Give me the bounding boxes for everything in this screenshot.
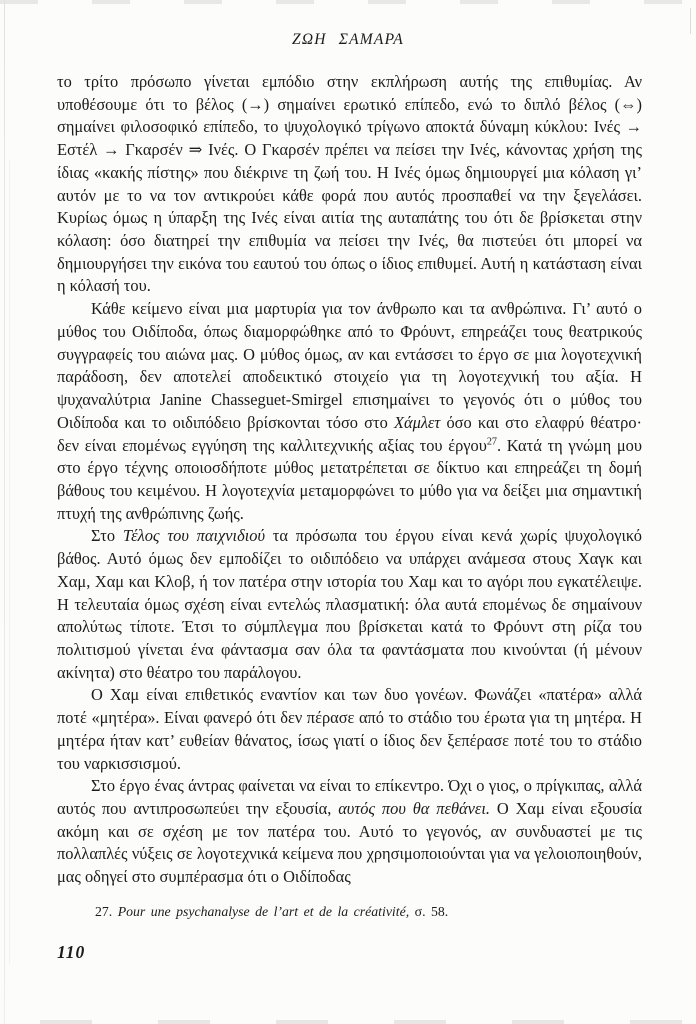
paragraph: το τρίτο πρόσωπο γίνεται εμπόδιο στην εκπλήρωση αυτής της επιθυμίας. Αν υποθέσουμε ότι το βέλος (→) σημαίνει ερωτικό επίπεδο, ενώ το διπλό βέλος (⇔) σημαίνει φιλοσοφικό επίπεδο, το ψυχολογικό τρίγωνο αποκτά δύναμη κύκλου: Ινές → Εστέλ → Γκαρσέν ⇒ Ινές. Ο Γκαρσέν πρέπει να πείσει την Ινές, κάνοντας χρήση της ίδιας «κακής πίστης» που διέκρινε τη ζωή του. Η Ινές όμως δημιουργεί μια κόλαση γι’ αυτόν με το να τον αντικρούει κάθε φορά που αυτός προσπαθεί να την ξεγελάσει. Κυρίως όμως η ύπαρξη της Ινές είναι αιτία της αυταπάτης του ότι δε βρίσκεται στην κόλαση: όσο διατηρεί την επιθυμία να πείσει την Ινές, θα πιστεύει ότι μπορεί να δημιουργήσει την εικόνα του εαυτού του όπως ο ίδιος επιθυμεί. Αυτή η κατάσταση είναι η κόλασή του. [57, 72, 642, 296]
page-body-text [57, 71, 642, 889]
paragraph: Στο έργο ένας άντρας φαίνεται να είναι το επίκεντρο. Όχι ο γιος, ο πρίγκιπας, αλλά αυτός που αντιπροσωπεύει την εξουσία, αυτός που θα πεθάνει. Ο Χαμ είναι εξουσία ακόμη και σε σχέση με τον πατέρα του. Αυτό το γεγονός, αν συνδυαστεί με τις πολλαπλές νύξεις σε λογοτεχνικά κείμενα που χρησιμοποιούνται για να γελοιοποιηθούν, μας οδηγεί στο συμπέρασμα ότι ο Οιδίποδας [57, 776, 642, 887]
running-header: ΖΩΗ ΣΑΜΑΡΑ [292, 31, 404, 48]
paragraph: Ο Χαμ είναι επιθετικός εναντίον και των δυο γονέων. Φωνάζει «πατέρα» αλλά ποτέ «μητέρα». Είναι φανερό ότι δεν πέρασε από το στάδιο του έρωτα για τη μητέρα. Η μητέρα ήταν κατ’ ευθείαν θάνατος, ίσως γιατί ο ίδιος δεν ξεπέρασε ποτέ του το στάδιο του ναρκισσισμού. [57, 685, 642, 773]
footnote: 27. Pour une psychanalyse de l’art et de la créativité, σ. 58. [95, 904, 449, 919]
paragraph: Κάθε κείμενο είναι μια μαρτυρία για τον άνθρωπο και τα ανθρώπινα. Γι’ αυτό ο μύθος του Οιδίποδα, όπως διαμορφώθηκε από το Φρόυντ, επηρεάζει τους θεατρικούς συγγραφείς του αιώνα μας. Ο μύθος όμως, αν και εντάσσει το έργο σε μια λογοτεχνική παράδοση, δεν αποτελεί αποδεικτικό στοιχείο για τη λογοτεχνική του αξία. Η ψυχαναλύτρια Janine Chasseguet-Smirgel επισημαίνει το γεγονός ότι ο μύθος του Οιδίποδα και το οιδιπόδειο βρίσκονται τόσο στο Χάμλετ όσο και στο ελαφρύ θέατρο· δεν είναι επομένως εγγύηση της καλλιτεχνικής αξίας του έργου$^{27}$. Κατά τη γνώμη μου στο έργο τέχνης οποιοσδήποτε μύθος μετατρέπεται σε δίκτυο και επηρεάζει τη δομή βάθους του κειμένου. Η λογοτεχνία μεταμορφώνει το μύθο για να δείξει μια σημαντική πτυχή της ανθρώπινης ζωής. [57, 299, 643, 523]
scan-artifact-left-line [4, 0, 5, 1024]
footnote-reference: 27 [486, 436, 497, 448]
scan-artifact-top [0, 0, 696, 4]
page-number: 110 [57, 942, 86, 962]
scan-artifact-bottom [40, 1020, 696, 1024]
paragraph: Στο Τέλος του παιχνιδιού τα πρόσωπα του έργου είναι κενά χωρίς ψυχολογικό βάθος. Αυτό όμως δεν εμποδίζει το οιδιπόδειο να υπάρχει ανάμεσα στους Χαγκ και Χαμ, Χαμ και Κλοβ, ή τον πατέρα στην ιστορία του Χαμ και το αγόρι που εγκατέλειψε. Η τελευταία όμως σχέση είναι εντελώς πλασματική: όλα αυτά επομένως δε σημαίνουν απολύτως τίποτε. Έτσι το σύμπλεγμα που βρίσκεται κατά το Φρόυντ στη ρίζα του πολιτισμού γίνεται ένα φάντασμα σαν όλα τα φαντάσματα που κινούνται (ή μένουν ακίνητα) στο θέατρο του παράλογου. [57, 526, 642, 682]
scan-artifact-left-line-2 [9, 160, 10, 964]
